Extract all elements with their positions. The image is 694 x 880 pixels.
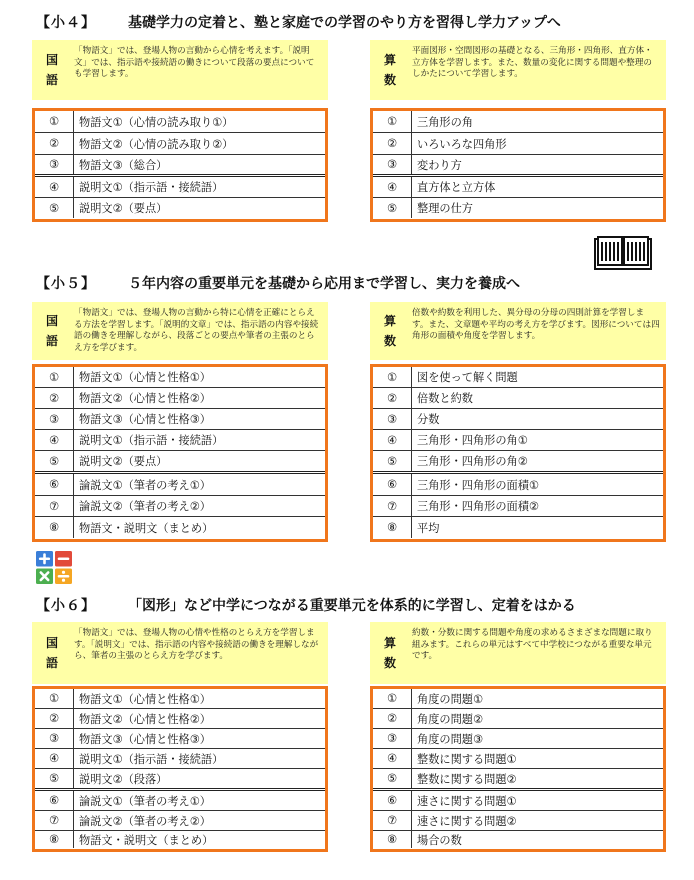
table-row: ④ 説明文①（指示語・接続語） xyxy=(35,749,325,769)
table-row: ⑥ 三角形・四角形の面積① xyxy=(373,474,663,496)
table-row: ⑤ 説明文②（要点） xyxy=(35,198,325,218)
section-headline: 基礎学力の定着と、塾と家庭での学習のやり方を習得し学力アップへ xyxy=(128,15,561,31)
section-headline: ５年内容の重要単元を基礎から応用まで学習し、実力を養成へ xyxy=(128,276,520,292)
table-row: ⑧ 物語文・説明文（まとめ） xyxy=(35,517,325,538)
kokugo-unit-table xyxy=(32,364,328,542)
sansu-description: 倍数や約数を利用した、異分母の分母の四則計算を学習します。また、文章題や平均の考え方を学びます。図形については四角形の面積や角度を学習します。 xyxy=(412,308,660,341)
table-row: ③ 分数 xyxy=(373,409,663,430)
table-row: ③ 角度の問題③ xyxy=(373,729,663,749)
table-row: ⑤ 三角形・四角形の角② xyxy=(373,451,663,474)
sansu-description-box xyxy=(370,302,666,360)
kokugo-description: 「物語文」では、登場人物の心情や性格のとらえ方を学習します。「説明文」では、指示語の内容や接続語の働きを理解しながら、筆者の主張のとらえ方を学びます。 xyxy=(74,628,319,661)
kokugo-description: 「物語文」では、登場人物の言動から心情を考えます。「説明文」では、指示語や接続語の働きについて段落の要点についても学習します。 xyxy=(74,46,315,79)
sansu-description: 約数・分数に関する問題や角度の求めるさまざまな問題に取り組みます。これらの単元はすべて中学校につながる重要な単元です。 xyxy=(412,628,653,661)
grade-label: 【小６】 xyxy=(36,598,96,614)
grade-label: 【小５】 xyxy=(36,276,96,292)
table-row: ⑦ 論説文②（筆者の考え②） xyxy=(35,496,325,517)
table-row: ① 物語文①（心情と性格①） xyxy=(35,367,325,388)
subject-label-sansu: 算 数 xyxy=(383,53,396,87)
table-row: ④ 整数に関する問題① xyxy=(373,749,663,769)
table-row: ④ 直方体と立方体 xyxy=(373,177,663,198)
subject-label-kokugo: 国 語 xyxy=(45,53,58,87)
table-row: ① 三角形の角 xyxy=(373,111,663,133)
table-row: ⑧ 物語文・説明文（まとめ） xyxy=(35,831,325,848)
table-row: ⑤ 整数に関する問題② xyxy=(373,769,663,791)
table-row: ⑧ 平均 xyxy=(373,517,663,538)
subject-label-kokugo: 国 語 xyxy=(45,636,58,670)
table-row: ② いろいろな四角形 xyxy=(373,133,663,155)
kokugo-unit-table xyxy=(32,686,328,852)
table-row: ② 角度の問題② xyxy=(373,709,663,729)
table-row: ④ 説明文①（指示語・接続語） xyxy=(35,177,325,198)
section-title-grade5 xyxy=(36,272,676,294)
table-row: ① 図を使って解く問題 xyxy=(373,367,663,388)
table-row: ⑦ 三角形・四角形の面積② xyxy=(373,496,663,517)
table-row: ① 物語文①（心情の読み取り①） xyxy=(35,111,325,133)
open-book-icon xyxy=(594,236,652,270)
table-row: ① 角度の問題① xyxy=(373,689,663,709)
kokugo-description: 「物語文」では、登場人物の言動から特に心情を正確にとらえる方法を学習します。「説明的文章」では、指示語の内容や接続語の働きを理解しながら、段落ごとの要点や筆者の主張のとらえ方を学びます。 xyxy=(74,308,319,353)
table-row: ① 物語文①（心情と性格①） xyxy=(35,689,325,709)
table-row: ⑦ 論説文②（筆者の考え②） xyxy=(35,811,325,831)
table-row: ② 物語文②（心情と性格②） xyxy=(35,388,325,409)
table-row: ④ 説明文①（指示語・接続語） xyxy=(35,430,325,451)
sansu-unit-table xyxy=(370,686,666,852)
table-row: ③ 物語文③（総合） xyxy=(35,155,325,177)
table-row: ③ 物語文③（心情と性格③） xyxy=(35,729,325,749)
sansu-unit-table xyxy=(370,108,666,222)
section-title-grade4 xyxy=(36,11,676,33)
table-row: ⑥ 論説文①（筆者の考え①） xyxy=(35,474,325,496)
sansu-unit-table xyxy=(370,364,666,542)
table-row: ② 物語文②（心情の読み取り②） xyxy=(35,133,325,155)
kokugo-unit-table xyxy=(32,108,328,222)
table-row: ⑤ 整理の仕方 xyxy=(373,198,663,218)
kokugo-description-box xyxy=(32,40,328,100)
table-row: ⑥ 速さに関する問題① xyxy=(373,791,663,811)
table-row: ④ 三角形・四角形の角① xyxy=(373,430,663,451)
table-row: ⑧ 場合の数 xyxy=(373,831,663,848)
subject-label-sansu: 算 数 xyxy=(383,314,396,348)
table-row: ② 倍数と約数 xyxy=(373,388,663,409)
sansu-description: 平面図形・空間図形の基礎となる、三角形・四角形、直方体・立方体を学習します。また、数量の変化に関する問題や整理のしかたについて学習します。 xyxy=(412,46,653,79)
table-row: ③ 変わり方 xyxy=(373,155,663,177)
grade-label: 【小４】 xyxy=(36,15,96,31)
math-operators-icon xyxy=(36,551,72,584)
table-row: ② 物語文②（心情と性格②） xyxy=(35,709,325,729)
table-row: ⑤ 説明文②（段落） xyxy=(35,769,325,791)
table-row: ⑤ 説明文②（要点） xyxy=(35,451,325,474)
table-row: ⑥ 論説文①（筆者の考え①） xyxy=(35,791,325,811)
section-title-grade6 xyxy=(36,594,676,616)
subject-label-sansu: 算 数 xyxy=(383,636,396,670)
table-row: ⑦ 速さに関する問題② xyxy=(373,811,663,831)
sansu-description-box xyxy=(370,622,666,684)
subject-label-kokugo: 国 語 xyxy=(45,314,58,348)
sansu-description-box xyxy=(370,40,666,100)
section-headline: 「図形」など中学につながる重要単元を体系的に学習し、定着をはかる xyxy=(128,598,576,614)
kokugo-description-box xyxy=(32,302,328,360)
table-row: ③ 物語文③（心情と性格③） xyxy=(35,409,325,430)
kokugo-description-box xyxy=(32,622,328,684)
